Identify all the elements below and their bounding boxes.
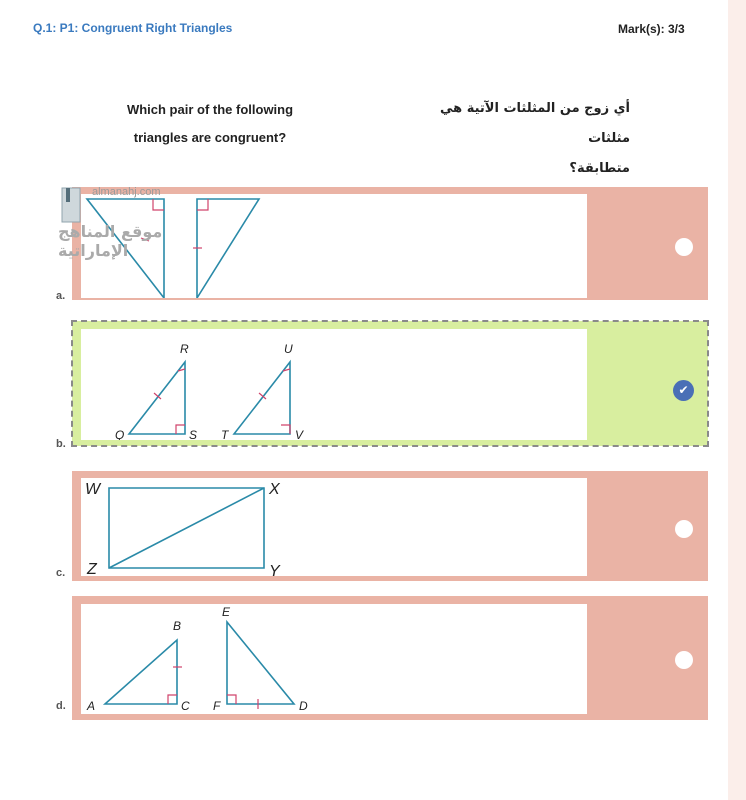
vertex-label-r: R [180,342,189,356]
radio-circle-icon[interactable] [675,238,693,256]
vertex-label-c: C [181,699,190,713]
vertex-label-s: S [189,428,198,440]
radio-circle-icon[interactable] [675,651,693,669]
option-c-rectangle [81,478,587,576]
question-text-en [92,96,328,152]
vertex-label-d: D [299,699,308,713]
right-angle-mark-a2 [197,199,208,210]
vertex-label-y: Y [269,563,280,576]
vertex-label-a: A [87,699,96,713]
question-text-en-line1: Which pair of the following [126,102,294,117]
vertex-label-z: Z [87,561,97,576]
question-mark: Mark(s): 3/3 [618,22,685,36]
triangle-qrs [129,362,185,434]
check-circle-icon[interactable]: ✔ [673,380,694,401]
vertex-label-x: X [269,481,280,498]
option-b-letter: b. [56,438,66,450]
option-a-letter: a. [56,290,66,302]
vertex-label-e: E [222,605,231,619]
right-angle-mark-f [227,695,236,704]
option-d-letter: d. [56,700,66,712]
option-d-figure [81,604,587,714]
option-b-triangles [81,329,587,440]
vertex-label-f: F [213,699,221,713]
option-b-figure [81,329,587,440]
radio-circle-icon[interactable] [675,520,693,538]
question-text-en-line2: triangles are congruent? [133,130,287,145]
right-angle-mark-s [176,425,185,434]
option-c-figure [81,478,587,576]
option-d-triangles [81,604,587,714]
watermark [52,186,192,260]
right-angle-mark-c [168,695,177,704]
vertex-label-t: T [221,428,229,440]
question-text-ar-line2: متطابقة؟ [569,161,630,176]
watermark-site: almanahj.com [92,186,161,198]
vertex-label-b: B [173,619,182,633]
question-title: Q.1: P1: Congruent Right Triangles [33,21,233,35]
option-d[interactable] [72,596,708,720]
triangle-a2 [197,199,259,298]
option-c-letter: c. [56,567,66,579]
vertex-label-q: Q [115,428,125,440]
right-angle-mark-v [281,425,290,434]
option-c[interactable] [72,471,708,581]
triangle-abc [105,640,177,704]
vertex-label-w: W [85,481,101,498]
watermark-logo-icon [52,186,92,226]
triangle-efd [227,622,294,704]
vertex-label-u: U [284,342,293,356]
question-text-ar-line1: أي زوج من المثلثات الآتية هي مثلثات [440,101,630,146]
option-b[interactable] [72,321,708,446]
watermark-name: موقع المناهج الإماراتية [58,222,163,260]
triangle-tuv [234,362,290,434]
question-text-ar [418,94,630,184]
diagonal-zx [109,488,264,568]
vertex-label-v: V [295,428,304,440]
